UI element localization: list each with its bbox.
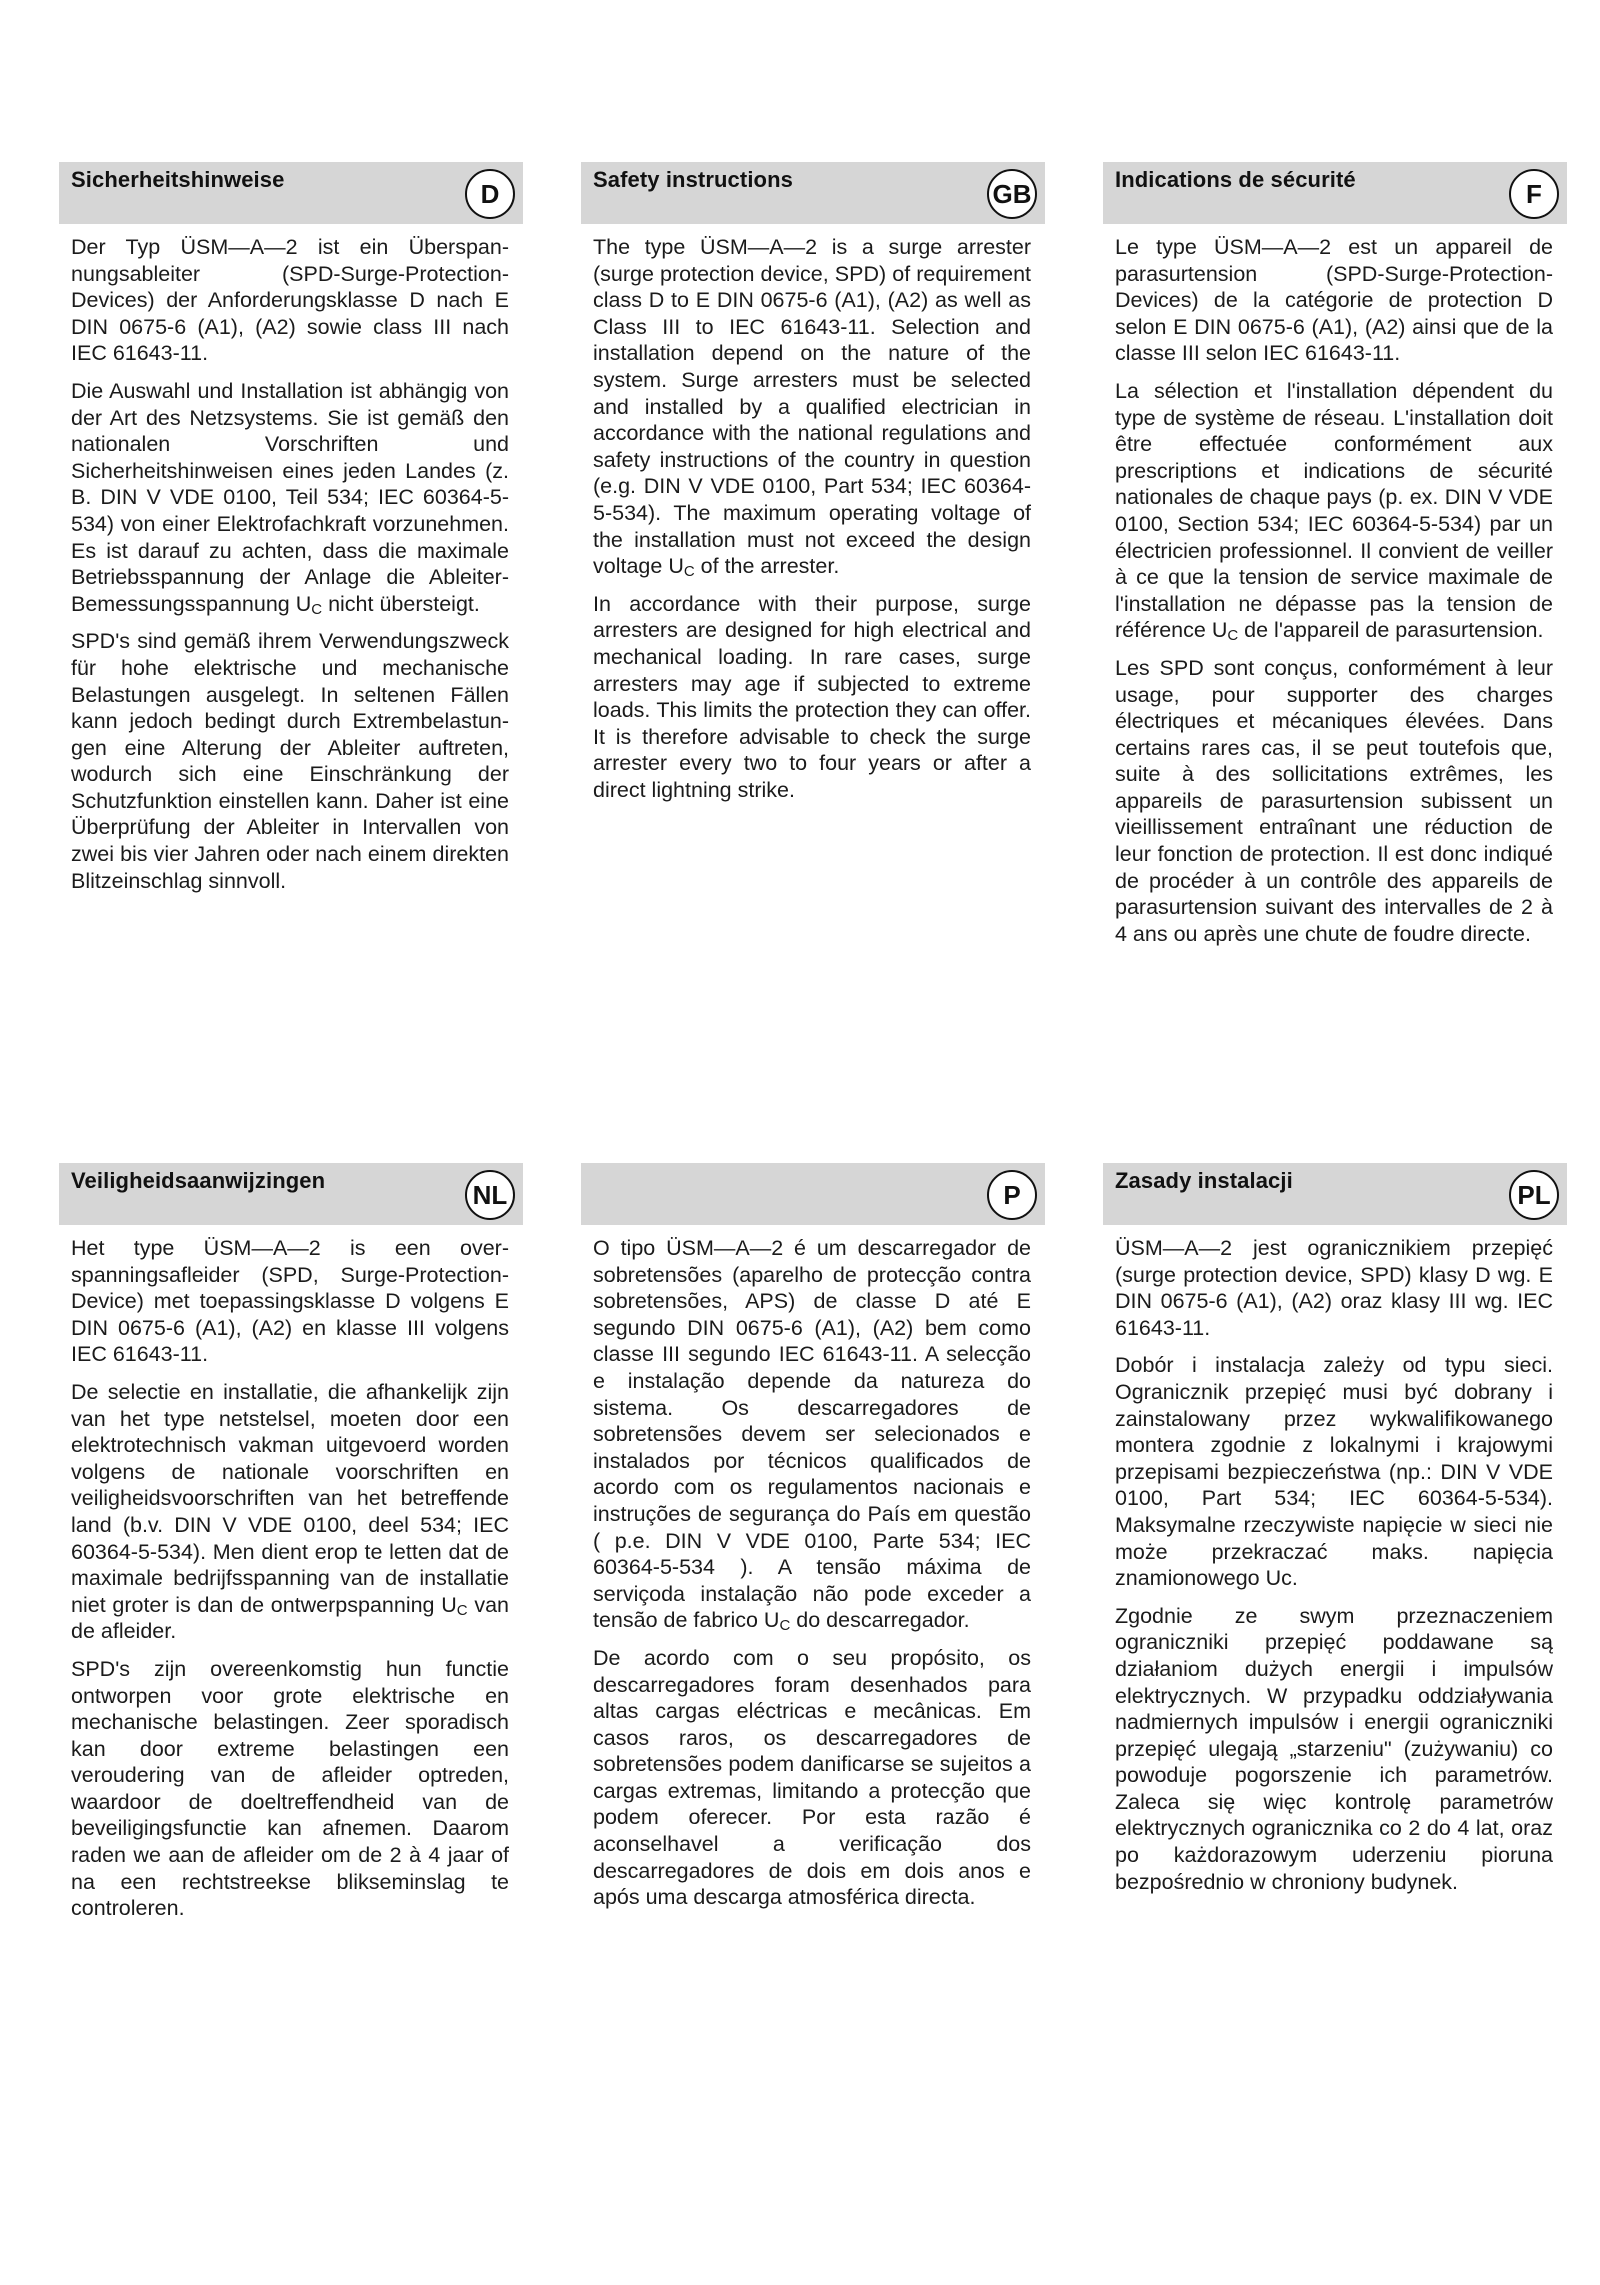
section-header: [581, 162, 1045, 224]
section-header: [59, 1163, 523, 1225]
section-german: [59, 162, 523, 905]
section-title: Sicherheitshinweise: [71, 167, 285, 192]
language-badge: NL: [465, 1170, 515, 1220]
language-badge: F: [1509, 169, 1559, 219]
paragraph: De acordo com o seu propósito, os descarregadores foram desenhados para altas cargas eléctricas e mecânicas. Em casos raros, os descarregadores de sobretensões podem danificarse se sujeitos a cargas extremas, limitando a protecção que podem oferecer. Por esta razão é aconselhavel a verificação dos descarregadores de dois em dois anos e após uma descarga atmosférica directa.: [593, 1645, 1031, 1910]
paragraph: O tipo ÜSM—A—2 é um descarregador de sobretensões (aparelho de protecção contra sobretensões, APS) de classe D até E segundo DIN 0675-6 (A1), (A2) bem como classe III segundo IEC 61643-11. A selecção e instalação depende da natureza do sistema. Os descarregadores de sobretensões devem ser selecionados e instalados por técnicos qualificados de acordo com os regulamentos nacionais e instruções de segurança do País em questão ( p.e. DIN V VDE 0100, Parte 534; IEC 60364-5-534 ). A tensão máxima de serviçoda instalação não pode exceder a tensão de fabrico $U_C$ do descarregador.: [593, 1236, 1031, 1635]
section-french: [1103, 162, 1567, 958]
section-body: [59, 1225, 523, 1922]
section-title: Zasady instalacji: [1115, 1168, 1293, 1193]
paragraph: ÜSM—A—2 jest ogranicznikiem przepięć (surge protection device, SPD) klasy D wg. E DIN 0675-6 (A1), (A2) oraz klasy III wg. IEC 61643-11.: [1115, 1236, 1553, 1340]
paragraph: SPD's zijn overeenkomstig hun functie ontworpen voor grote elektrische en mechanische belastingen. Zeer sporadisch kan door extreme belastingen een veroudering van de afleider optreden, waardoor de doeltreffendheid van de beveiligingsfunctie kan afnemen. Daarom raden we aan de afleider om de 2 à 4 jaar of na een rechtstreekse blikseminslag te controleren.: [71, 1656, 509, 1921]
paragraph: Les SPD sont conçus, conformément à leur usage, pour supporter des charges électriques et mécaniques élevées. Dans certains rares cas, il se peut toutefois que, suite à des sollicitations extrêmes, les appareils de parasurtension subissent un vieillissement entraînant une réduction de leur fonction de protection. Il est donc indiqué de procéder à un contrôle des appareils de parasurtension suivant des intervalles de 2 à 4 ans ou après une chute de foudre directe.: [1115, 655, 1553, 946]
language-badge: GB: [987, 169, 1037, 219]
section-header: [1103, 162, 1567, 224]
section-header: [1103, 1163, 1567, 1225]
language-badge: PL: [1509, 1170, 1559, 1220]
language-badge: P: [987, 1170, 1037, 1220]
paragraph: SPD's sind gemäß ihrem Verwendungszweck für hohe elektrische und mechanische Belastungen ausgelegt. In seltenen Fällen kann jedoch bedingt durch Extrembelastungen eine Alterung der Ableiter auftreten, wodurch sich eine Einschränkung der Schutzfunktion einstellen kann. Daher ist eine Überprüfung der Ableiter in Intervallen von zwei bis vier Jahren oder nach einem direkten Blitzeinschlag sinnvoll.: [71, 629, 509, 893]
section-title: Safety instructions: [593, 167, 793, 192]
section-body: [59, 224, 523, 894]
section-portuguese: [581, 1163, 1045, 1922]
paragraph: Dobór i instalacja zależy od typu sieci. Ogranicznik przepięć musi być dobrany i zainstalowany przez wykwalifikowanego montera zgodnie z lokalnymi i krajowymi przepisami bezpieczeństwa (np.: DIN V VDE 0100, Part 534; IEC 60364-5-534). Maksymalne rzeczywiste napięcie w sieci nie może przekraczać maks. napięcia znamionowego Uc.: [1115, 1353, 1553, 1591]
paragraph: Het type ÜSM—A—2 is een overspanningsafleider (SPD, Surge-Protection-Device) met toepassingsklasse D volgens E DIN 0675-6 (A1), (A2) en klasse III volgens IEC 61643-11.: [71, 1236, 509, 1367]
section-body: [1103, 1225, 1567, 1895]
language-badge: D: [465, 169, 515, 219]
paragraph: De selectie en installatie, die afhankelijk zijn van het type netstelsel, moeten door een elektrotechnisch vakman uitgevoerd worden volgens de nationale voorschriften en veiligheidsvoorschriften van het betreffende land (b.v. DIN V VDE 0100, deel 534; IEC 60364-5-534). Men dient erop te letten dat de maximale bedrijfsspanning van de installatie niet groter is dan de ontwerpspanning $U_C$ van de afleider.: [71, 1379, 509, 1644]
section-dutch: [59, 1163, 523, 1933]
paragraph: Die Auswahl und Installation ist abhängig von der Art des Netzsystems. Sie ist gemäß den nationalen Vorschriften und Sicherheitshinweisen eines jeden Landes (z. B. DIN V VDE 0100, Teil 534; IEC 60364-5-534) von einer Elektrofachkraft vorzunehmen. Es ist darauf zu achten, dass die maximale Betriebsspannung der Anlage die Ableiter-Bemessungsspannung $U_C$ nicht übersteigt.: [71, 378, 509, 618]
section-body: [581, 1225, 1045, 1911]
paragraph: La sélection et l'installation dépendent du type de système de réseau. L'installation doit être effectuée conformément aux prescriptions et indications de sécurité nationales de chaque pays (p. ex. DIN V VDE 0100, Section 534; IEC 60364-5-534) par un électricien professionnel. Il convient de veiller à ce que la tension de service maximale de l'installation ne dépasse pas la tension de référence $U_C$ de l'appareil de parasurtension.: [1115, 378, 1553, 645]
paragraph: The type ÜSM—A—2 is a surge arrester (surge protection device, SPD) of requirement class D to E DIN 0675-6 (A1), (A2) as well as Class III to IEC 61643-11. Selection and installation depend on the nature of the system. Surge arresters must be selected and installed by a qualified electrician in accordance with the national regulations and safety instructions of the country in question (e.g. DIN V VDE 0100, Part 534; IEC 60364-5-534). The maximum operating voltage of the installation must not exceed the design voltage $U_C$ of the arrester.: [593, 235, 1031, 581]
section-polish: [1103, 1163, 1567, 1906]
section-body: [581, 224, 1045, 803]
paragraph: Le type ÜSM—A—2 est un appareil de parasurtension (SPD-Surge-Protection-Devices) de la catégorie de protection D selon E DIN 0675-6 (A1), (A2) ainsi que de la classe III selon IEC 61643-11.: [1115, 235, 1553, 366]
paragraph: In accordance with their purpose, surge arresters are designed for high electrical and mechanical loading. In rare cases, surge arresters may age if subjected to extreme loads. This limits the protection they can offer. It is therefore advisable to check the surge arrester every two to four years or after a direct lightning strike.: [593, 591, 1031, 802]
section-body: [1103, 224, 1567, 947]
section-header: [581, 1163, 1045, 1225]
section-title: Indications de sécurité: [1115, 167, 1356, 192]
paragraph: Zgodnie ze swym przeznaczeniem ograniczniki przepięć poddawane są działaniom dużych energii i impulsów elektrycznych. W przypadku oddziaływania nadmiernych impulsów i energii ograniczniki przepięć ulegają „starzeniu" (zużywaniu) co powoduje pogorszenie ich parametrów. Zaleca się więc kontrolę parametrów elektrycznych ogranicznika co 2 do 4 lat, oraz po każdorazowym uderzeniu pioruna bezpośrednio w chroniony budynek.: [1115, 1603, 1553, 1894]
section-header: [59, 162, 523, 224]
section-english: [581, 162, 1045, 814]
section-title: Veiligheidsaanwijzingen: [71, 1168, 326, 1193]
paragraph: Der Typ ÜSM—A—2 ist ein Überspannungsableiter (SPD-Surge-Protection-Devices) der Anforderungsklasse D nach E DIN 0675-6 (A1), (A2) sowie class III nach IEC 61643-11.: [71, 235, 509, 366]
